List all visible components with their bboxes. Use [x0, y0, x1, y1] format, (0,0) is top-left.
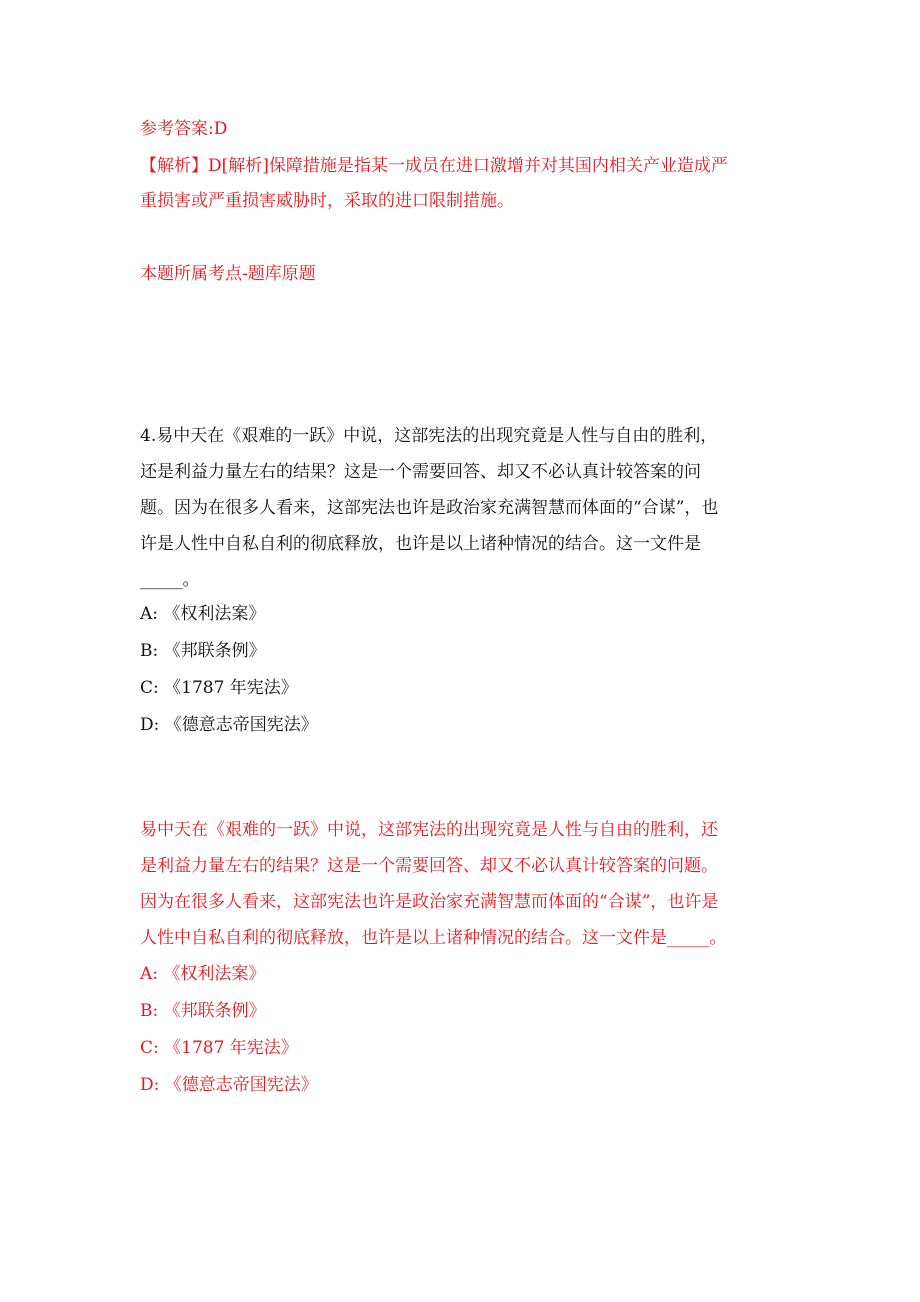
- question-line-1: 4.易中天在《艰难的一跃》中说，这部宪法的出现究竟是人性与自由的胜利，: [140, 426, 718, 446]
- repeat-option-d: D: 《德意志帝国宪法》: [140, 1075, 318, 1095]
- question-line-4: 许是人性中自私自利的彻底释放，也许是以上诸种情况的结合。这一文件是: [140, 534, 701, 554]
- option-a: A: 《权利法案》: [140, 604, 266, 624]
- repeat-option-b: B: 《邦联条例》: [140, 1001, 266, 1021]
- repeat-option-c: C: 《1787 年宪法》: [140, 1038, 298, 1058]
- question-text: [140, 418, 785, 598]
- question-line-2: 还是利益力量左右的结果？这是一个需要回答、却又不必认真计较答案的问: [140, 462, 701, 482]
- option-c: C: 《1787 年宪法》: [140, 678, 298, 698]
- repeat-line-2: 是利益力量左右的结果？这是一个需要回答、却又不必认真计较答案的问题。: [140, 856, 718, 876]
- answer-label: 参考答案:D: [140, 119, 228, 139]
- option-d: D: 《德意志帝国宪法》: [140, 715, 318, 735]
- question-line-3: 题。因为在很多人看来，这部宪法也许是政治家充满智慧而体面的“合谋”，也: [140, 498, 719, 518]
- repeat-line-4: 人性中自私自利的彻底释放，也许是以上诸种情况的结合。这一文件是_____。: [140, 928, 727, 948]
- question-line-5: _____。: [140, 570, 200, 590]
- repeat-line-1: 易中天在《艰难的一跃》中说，这部宪法的出现究竟是人性与自由的胜利，还: [140, 820, 718, 840]
- repeat-options: [140, 956, 785, 1104]
- repeat-question-text: [140, 812, 785, 956]
- question-options: [140, 596, 785, 744]
- repeat-option-a: A: 《权利法案》: [140, 964, 266, 984]
- repeat-line-3: 因为在很多人看来，这部宪法也许是政治家充满智慧而体面的“合谋”，也许是: [140, 892, 719, 912]
- analysis-line-2: 重损害或严重损害威胁时，采取的进口限制措施。: [140, 191, 514, 211]
- option-b: B: 《邦联条例》: [140, 641, 266, 661]
- topic-line: 本题所属考点-题库原题: [140, 264, 316, 284]
- analysis-line-1: 【解析】D[解析]保障措施是指某一成员在进口激增并对其国内相关产业造成严: [140, 156, 728, 176]
